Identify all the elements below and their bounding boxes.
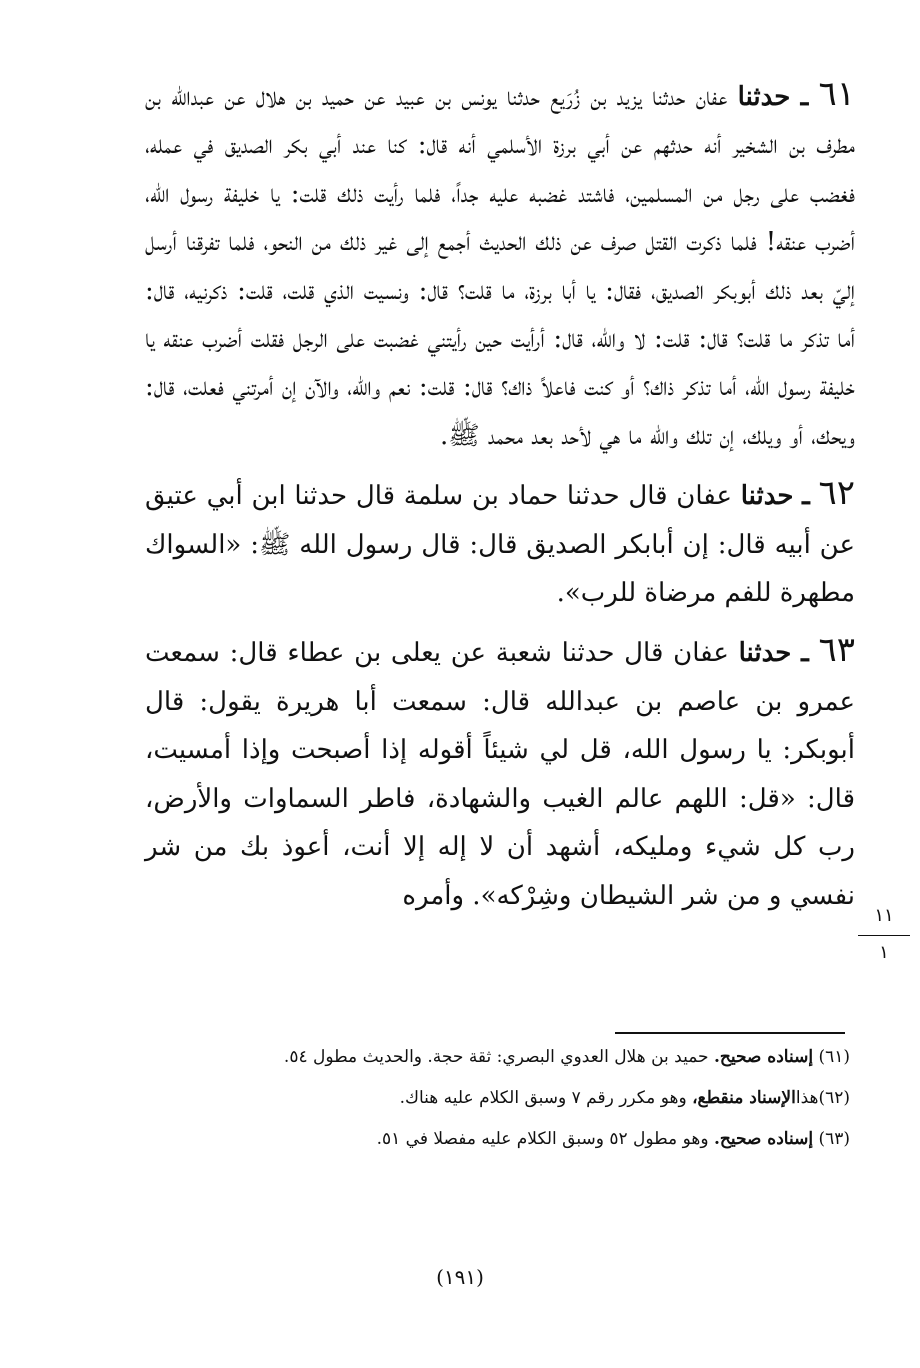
footnotes — [150, 1045, 850, 1168]
hadith-dash: ـ — [801, 638, 809, 669]
hadith-number: ٦٣ — [818, 630, 856, 671]
footnote-text: وهو مكرر رقم ٧ وسبق الكلام عليه هناك. — [399, 1088, 687, 1108]
hadith-number: ٦٢ — [818, 473, 856, 514]
margin-reference-bottom: ١ — [879, 942, 889, 963]
hadith-dash: ـ — [802, 481, 810, 512]
footnote-61 — [150, 1045, 850, 1069]
hadith-lead-word: حدثنا — [737, 82, 791, 112]
footnote-62 — [150, 1086, 850, 1110]
footnote-text: حميد بن هلال العدوي البصري: ثقة حجة. والحديث مطول ٥٤. — [283, 1047, 709, 1067]
margin-reference — [858, 905, 910, 964]
margin-reference-top: ١١ — [874, 905, 894, 926]
margin-reference-rule — [858, 935, 910, 936]
footnote-grade: إسناده صحيح. — [713, 1129, 814, 1149]
footnote-ref: (٦٢)هذا — [795, 1088, 850, 1108]
main-text — [145, 70, 855, 920]
hadith-number: ٦١ — [818, 74, 856, 114]
hadith-text: عفان حدثنا يزيد بن زُرَيع حدثنا يونس بن عبيد عن حميد بن هلال عن عبدالله بن مطرف بن الشخير أنه حدثهم عن أبي برزة الأسلمي أنه قال: كنا عند أبي بكر الصديق في عمله، فغضب على رجل من المسلمين، فاشتد غضبه عليه جداً، فلما رأيت ذلك قلت: يا خليفة رسول الله، أضرب عنقه! فلما ذكرت القتل صرف عن ذلك الحديث أجمع إلى غير ذلك من النحو، فلما تفرقنا أرسل إليّ بعد ذلك أبوبكر الصديق، فقال: يا أبا برزة، ما قلت؟ قال: ونسيت الذي قلت، قلت: ذكرنيه، قال: أما تذكر ما قلت؟ قال: قلت: لا والله، قال: أرأيت حين رأيتني غضبت على الرجل فقلت أضرب عنقه يا خليفة رسول الله، أما تذكر ذاك؟ أو كنت فاعلاً ذاك؟ قال: قلت: نعم والله، والآن إن أمرتني فعلت، قال: ويحك، أو ويلك، إن تلك والله ما هي لأحد بعد محمد ﷺ. — [145, 82, 856, 451]
footnote-text: وهو مطول ٥٢ وسبق الكلام عليه مفصلا في ٥١. — [376, 1129, 709, 1149]
footnote-ref: (٦١) — [818, 1047, 850, 1067]
hadith-text: عفان قال حدثنا شعبة عن يعلى بن عطاء قال: سمعت عمرو بن عاصم بن عبدالله قال: سمعت أبا هريرة يقول: قال أبوبكر: يا رسول الله، قل لي شيئاً أقوله إذا أصبحت وإذا أمسيت، قال: «قل: اللهم عالم الغيب والشهادة، فاطر السماوات والأرض، رب كل شيء ومليكه، أشهد أن لا إله إلا أنت، أعوذ بك من شر نفسي و من شر الشيطان وشِرْكه». وأمره — [145, 638, 855, 911]
footnote-separator — [615, 1032, 845, 1034]
hadith-62 — [145, 469, 855, 617]
footnote-63 — [150, 1127, 850, 1151]
hadith-lead-word: حدثنا — [740, 481, 794, 512]
footnote-ref: (٦٣) — [818, 1129, 850, 1149]
hadith-text: عفان قال حدثنا حماد بن سلمة قال حدثنا ابن أبي عتيق عن أبيه قال: إن أبابكر الصديق قال: قال رسول الله ﷺ: «السواك مطهرة للفم مرضاة للرب». — [145, 481, 855, 609]
footnote-grade: الإسناد منقطع، — [692, 1088, 796, 1108]
footnote-grade: إسناده صحيح. — [713, 1047, 814, 1067]
page-number: (١٩١) — [436, 1265, 484, 1289]
hadith-lead-word: حدثنا — [738, 638, 792, 669]
hadith-61 — [145, 70, 855, 460]
hadith-63 — [145, 626, 855, 919]
hadith-dash: ـ — [800, 82, 809, 112]
